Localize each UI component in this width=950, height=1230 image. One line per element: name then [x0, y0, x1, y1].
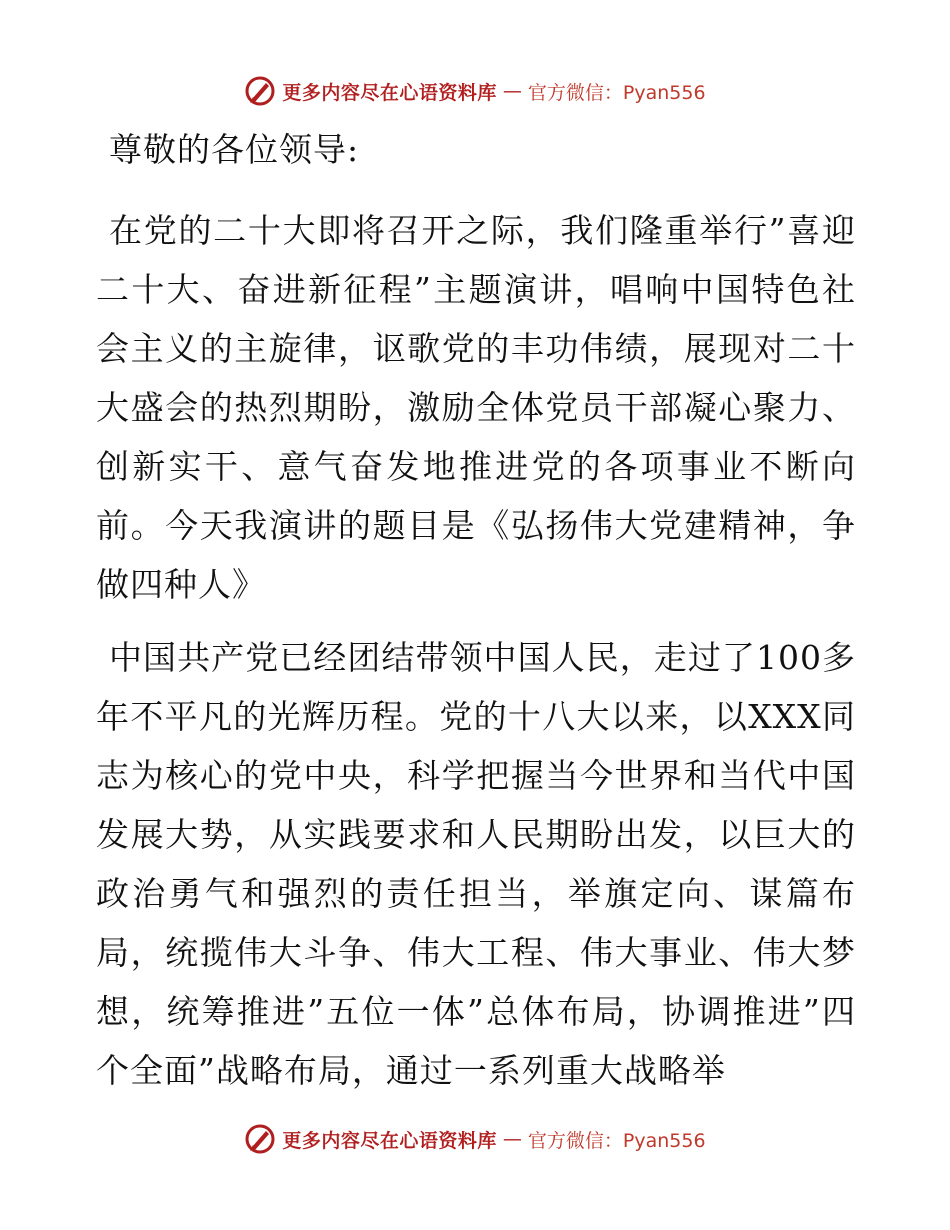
- pen-logo-icon: [244, 1123, 276, 1155]
- document-body: [96, 120, 856, 1100]
- paragraph-1: 在党的二十大即将召开之际，我们隆重举行”喜迎二十大、奋进新征程”主题演讲，唱响中国特色社会主义的主旋律，讴歌党的丰功伟绩，展现对二十大盛会的热烈期盼，激励全体党员干部凝心聚力、创新实干、意气奋发地推进党的各项事业不断向前。今天我演讲的题目是《弘扬伟大党建精神，争做四种人》: [96, 211, 856, 604]
- banner-wechat: 官方微信：Pyan556: [527, 1129, 706, 1152]
- pen-logo-icon: [244, 75, 276, 107]
- banner-dash: —: [502, 80, 522, 102]
- banner-dash: —: [502, 1128, 522, 1150]
- header-banner: [0, 74, 950, 108]
- salutation: 尊敬的各位领导:: [109, 130, 360, 169]
- banner-label: 更多内容尽在心语资料库: [282, 1129, 497, 1152]
- banner-wechat: 官方微信：Pyan556: [527, 81, 706, 104]
- banner-label: 更多内容尽在心语资料库: [282, 81, 497, 104]
- paragraph-2: 中国共产党已经团结带领中国人民，走过了100多年不平凡的光辉历程。党的十八大以来，以XXX同志为核心的党中央，科学把握当今世界和当代中国发展大势，从实践要求和人民期盼出发，以巨大的政治勇气和强烈的责任担当，举旗定向、谋篇布局，统揽伟大斗争、伟大工程、伟大事业、伟大梦想，统筹推进”五位一体”总体布局，协调推进”四个全面”战略布局，通过一系列重大战略举: [96, 638, 856, 1090]
- footer-banner: [0, 1122, 950, 1156]
